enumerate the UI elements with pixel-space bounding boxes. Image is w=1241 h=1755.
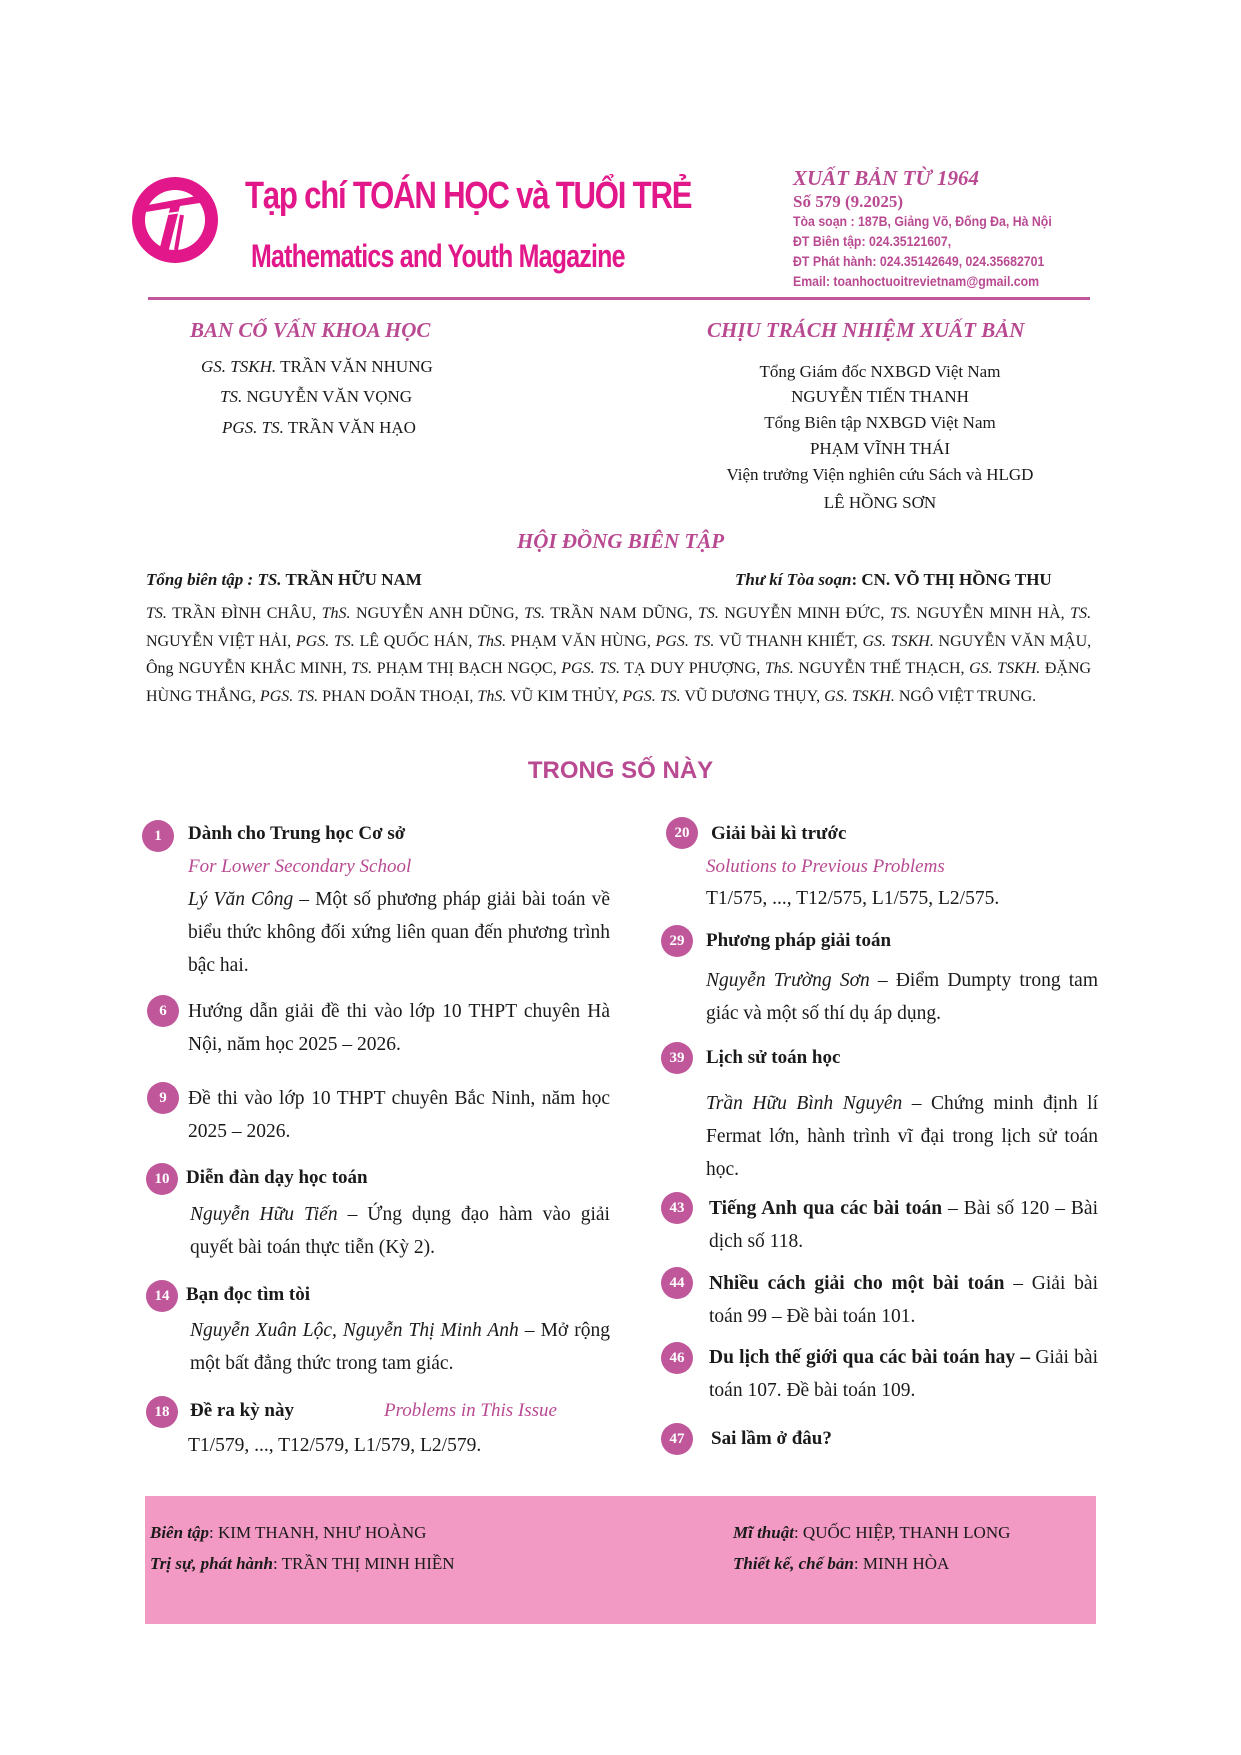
member-title: GS. TSKH.: [969, 660, 1041, 677]
page-badge: 20: [666, 817, 698, 849]
page-badge: 43: [661, 1192, 693, 1224]
editorial-member: [698, 605, 884, 622]
toc-entry[interactable]: T1/579, ..., T12/579, L1/579, L2/579.: [188, 1435, 482, 1456]
toc-entry[interactable]: Đề thi vào lớp 10 THPT chuyên Bắc Ninh, năm học 2025 – 2026.: [188, 1088, 610, 1142]
editorial-member: [351, 660, 556, 677]
editorial-member: [524, 605, 692, 622]
member-name: VŨ KIM THỦY,: [510, 687, 619, 705]
advisory-member: GS. TSKH. TRẦN VĂN NHUNG: [201, 357, 433, 376]
member-title: GS. TSKH.: [862, 632, 934, 650]
credit-art: Mĩ thuật: QUỐC HIỆP, THANH LONG: [733, 1523, 1011, 1542]
member-name: NGUYỄN ANH DŨNG,: [356, 605, 519, 622]
toc-entry[interactable]: Nguyễn Trường Sơn – Điểm Dumpty trong tam giác và một số thí dụ áp dụng.: [706, 970, 1098, 1024]
editorial-member: [862, 633, 1091, 650]
toc-section-head[interactable]: Đề ra kỳ này: [190, 1400, 294, 1421]
member-title: TS.: [1070, 605, 1092, 622]
credit-admin: Trị sự, phát hành: TRẦN THỊ MINH HIỀN: [150, 1554, 455, 1573]
member-title: TS.: [146, 605, 167, 622]
editorial-member: [477, 633, 651, 650]
page-badge: 39: [661, 1042, 693, 1074]
advisory-member: PGS. TS. TRẦN VĂN HẠO: [222, 418, 416, 437]
advisory-member: TS. NGUYỄN VĂN VỌNG: [220, 387, 413, 406]
member-title: PGS. TS.: [295, 632, 355, 650]
editorial-member: [824, 688, 1036, 705]
toc-entry[interactable]: Tiếng Anh qua các bài toán – Bài số 120 – Bài dịch số 118.: [709, 1198, 1098, 1252]
toc-entry[interactable]: T1/575, ..., T12/575, L1/575, L2/575.: [706, 888, 1000, 909]
email: Email: toanhoctuoitrevietnam@gmail.com: [793, 273, 1040, 289]
toc-entry[interactable]: Nguyễn Hữu Tiến – Ứng dụng đạo hàm vào giải quyết bài toán thực tiễn (Kỳ 2).: [190, 1204, 610, 1258]
credit-editor: Biên tập: KIM THANH, NHƯ HOÀNG: [150, 1523, 427, 1542]
publishing-line: Viện trưởng Viện nghiên cứu Sách và HLGD: [726, 465, 1034, 484]
editor-in-chief: Tổng biên tập : TS. TRẦN HỮU NAM: [146, 570, 422, 589]
publishing-line: Tổng Giám đốc NXBGD Việt Nam: [759, 362, 1001, 381]
toc-entry[interactable]: Nhiều cách giải cho một bài toán – Giải bài toán 99 – Đề bài toán 101.: [709, 1273, 1098, 1327]
phone-distribution: ĐT Phát hành: 024.35142649, 024.35682701: [793, 253, 1045, 269]
editorial-member: [765, 660, 965, 677]
member-name: TRẦN ĐÌNH CHÂU,: [172, 605, 317, 622]
member-title: TS.: [351, 660, 373, 677]
toc-section-sub: Solutions to Previous Problems: [706, 856, 945, 877]
toc-entry[interactable]: Nguyễn Xuân Lộc, Nguyễn Thị Minh Anh – Mở rộng một bất đẳng thức trong tam giác.: [190, 1320, 610, 1374]
magazine-title-vn: Tạp chí TOÁN HỌC và TUỔI TRẺ: [245, 175, 692, 217]
toc-entry[interactable]: Trần Hữu Bình Nguyên – Chứng minh định lí Fermat lớn, hành trình vĩ đại trong lịch sử toán học.: [706, 1093, 1098, 1180]
member-title: TS.: [524, 605, 546, 622]
member-name: NGÔ VIỆT TRUNG.: [898, 687, 1037, 705]
editorial-member: [146, 660, 347, 677]
editorial-member: [260, 688, 474, 705]
editorial-member: [622, 688, 820, 705]
member-name: NGUYỄN VĂN MẬU,: [938, 632, 1092, 650]
published-since: XUẤT BẢN TỪ 1964: [793, 166, 980, 190]
member-name: TRẦN NAM DŨNG,: [550, 605, 693, 622]
member-title: PGS. TS.: [561, 660, 621, 677]
page-badge: 1: [142, 820, 174, 852]
member-title: ThS.: [477, 632, 506, 650]
toc-section-sub: For Lower Secondary School: [188, 856, 412, 877]
member-name: NGUYỄN MINH ĐỨC,: [724, 605, 885, 622]
member-title: PGS. TS.: [622, 687, 681, 705]
toc-section-head[interactable]: Phương pháp giải toán: [706, 930, 892, 951]
page-badge: 18: [146, 1396, 178, 1428]
member-title: ThS.: [764, 660, 794, 677]
member-title: TS.: [889, 605, 911, 622]
toc-entry[interactable]: Lý Văn Công – Một số phương pháp giải bài toán về biểu thức không đối xứng liên quan đến phương trình bậc hai.: [188, 889, 611, 976]
editorial-member: [561, 660, 760, 677]
editorial-member: [477, 688, 618, 705]
member-name: NGUYỄN THẾ THẠCH,: [798, 660, 965, 677]
member-name: NGUYỄN MINH HÀ,: [916, 605, 1065, 622]
magazine-logo: [130, 175, 220, 265]
member-name: PHẠM VĂN HÙNG,: [510, 632, 651, 650]
member-name: ĐẶNG HÙNG THẮNG,: [146, 660, 1092, 705]
page-badge: 9: [147, 1082, 179, 1114]
page-badge: 47: [661, 1423, 693, 1455]
page-badge: 10: [146, 1163, 178, 1195]
editorial-member: [322, 605, 519, 622]
member-title: ThS.: [477, 687, 507, 705]
issue-number: Số 579 (9.2025): [793, 192, 904, 211]
member-name: PHẠM THỊ BẠCH NGỌC,: [376, 660, 557, 677]
member-name: VŨ DƯƠNG THỤY,: [684, 687, 821, 705]
address: Tòa soạn : 187B, Giảng Võ, Đống Đa, Hà Nội: [793, 213, 1052, 229]
publishing-line: NGUYỄN TIẾN THANH: [791, 387, 969, 406]
page-badge: 46: [661, 1342, 693, 1374]
editorial-member: [146, 605, 316, 622]
member-title: TS.: [697, 605, 719, 622]
editorial-member: [890, 605, 1065, 622]
member-name: NGUYỄN VIỆT HẢI,: [146, 632, 292, 650]
member-title: PGS. TS.: [259, 687, 319, 705]
member-name: VŨ THANH KHIẾT,: [718, 632, 858, 650]
member-name: Ông NGUYỄN KHẮC MINH,: [146, 660, 347, 677]
member-title: PGS. TS.: [655, 632, 715, 650]
toc-section-head[interactable]: Dành cho Trung học Cơ sở: [188, 823, 406, 844]
toc-section-head[interactable]: Bạn đọc tìm tòi: [186, 1284, 311, 1305]
member-name: LÊ QUỐC HÁN,: [359, 632, 473, 650]
member-title: GS. TSKH.: [824, 687, 895, 705]
toc-section-head[interactable]: Diễn đàn dạy học toán: [186, 1167, 368, 1188]
toc-entry[interactable]: Hướng dẫn giải đề thi vào lớp 10 THPT chuyên Hà Nội, năm học 2025 – 2026.: [188, 1001, 610, 1055]
advisory-title: BAN CỐ VẤN KHOA HỌC: [190, 318, 431, 342]
toc-section-head[interactable]: Sai lầm ở đâu?: [711, 1428, 832, 1449]
page-badge: 29: [661, 925, 693, 957]
editorial-title: HỘI ĐỒNG BIÊN TẬP: [516, 529, 725, 553]
member-title: ThS.: [321, 605, 351, 622]
page-badge: 14: [146, 1280, 178, 1312]
page-badge: 6: [147, 995, 179, 1027]
editorial-member: [656, 633, 858, 650]
member-name: TẠ DUY PHƯỢNG,: [624, 660, 761, 677]
publishing-title: CHỊU TRÁCH NHIỆM XUẤT BẢN: [707, 318, 1025, 342]
publishing-line: Tổng Biên tập NXBGD Việt Nam: [764, 413, 996, 432]
toc-title: TRONG SỐ NÀY: [527, 757, 714, 784]
toc-section-head[interactable]: Giải bài kì trước: [711, 823, 847, 844]
toc-section-head[interactable]: Lịch sử toán học: [706, 1047, 841, 1068]
toc-entry[interactable]: Du lịch thế giới qua các bài toán hay – Giải bài toán 107. Đề bài toán 109.: [709, 1347, 1098, 1401]
publishing-line: LÊ HỒNG SƠN: [823, 493, 937, 512]
magazine-title-en: Mathematics and Youth Magazine: [251, 238, 625, 274]
credit-design: Thiết kế, chế bản: MINH HÒA: [733, 1554, 950, 1573]
header-divider: [148, 297, 1090, 300]
editorial-members: [146, 600, 1091, 710]
publishing-line: PHẠM VĨNH THÁI: [809, 439, 951, 458]
member-name: PHAN DOÃN THOẠI,: [322, 687, 474, 705]
page-badge: 44: [661, 1267, 693, 1299]
editorial-member: [296, 633, 473, 650]
phone-editorial: ĐT Biên tập: 024.35121607,: [793, 233, 952, 249]
toc-section-sub: Problems in This Issue: [384, 1400, 557, 1421]
editorial-secretary: Thư kí Tòa soạn: CN. VÕ THỊ HỒNG THU: [735, 570, 1052, 589]
